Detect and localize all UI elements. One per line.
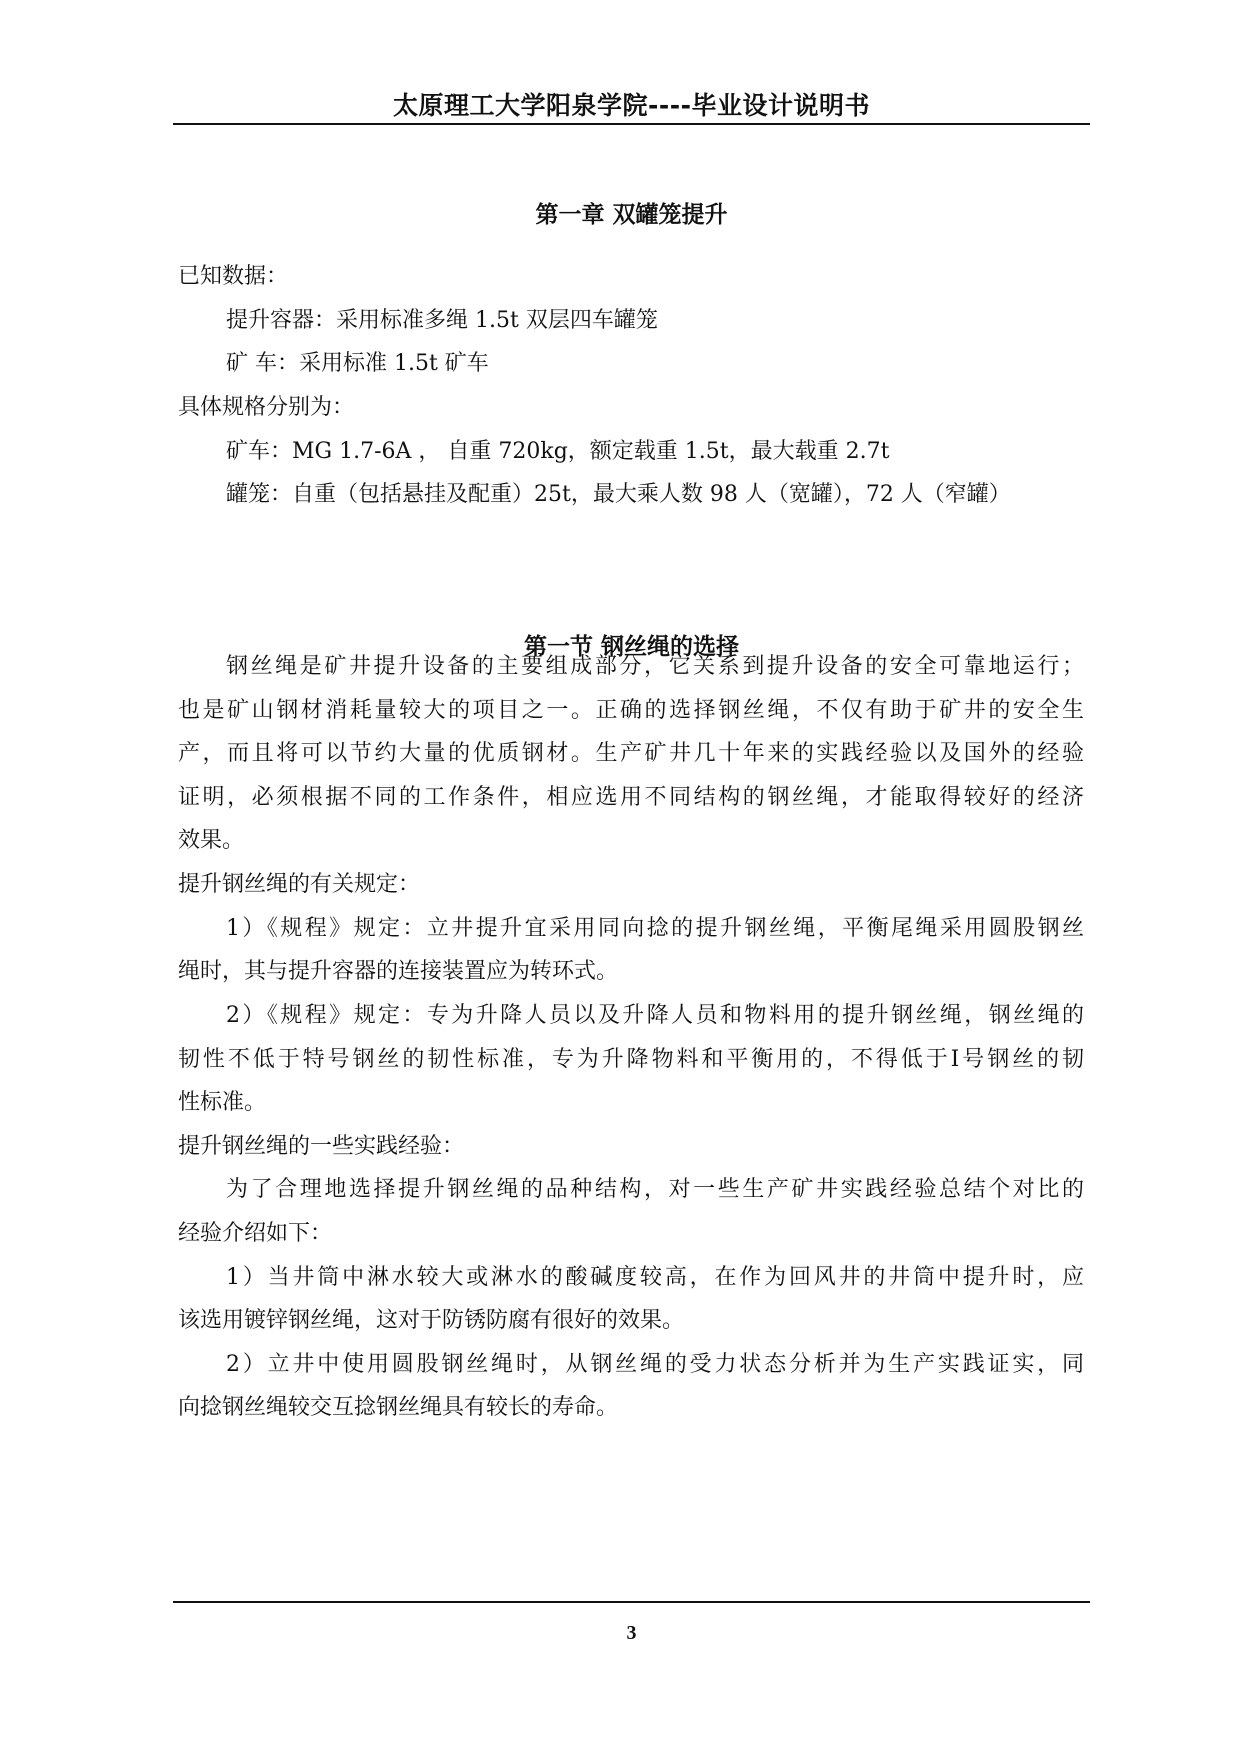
experience-1-line: 该选用镀锌钢丝绳，这对于防锈防腐有很好的效果。 [178, 1308, 685, 1333]
rule-1-line: 绳时，其与提升容器的连接装置应为转环式。 [178, 959, 619, 984]
section-title: 第一节 钢丝绳的选择 [523, 634, 739, 660]
rules-label: 提升钢丝绳的有关规定： [178, 872, 421, 897]
known-data-minecar: 矿 车：采用标准 1.5t 矿车 [226, 351, 489, 376]
paragraph-line: 产，而且将可以节约大量的优质钢材。生产矿井几十年来的实践经验以及国外的经验 [178, 741, 1084, 766]
spec-label: 具体规格分别为： [178, 395, 355, 420]
chapter-title: 第一章 双罐笼提升 [535, 202, 728, 228]
known-data-container: 提升容器：采用标准多绳 1.5t 双层四车罐笼 [226, 308, 658, 333]
spec-minecar: 矿车：MG 1.7-6A ， 自重 720kg，额定载重 1.5t，最大载重 2.7t [226, 439, 890, 464]
experience-intro-line: 为了合理地选择提升钢丝绳的品种结构，对一些生产矿井实践经验总结个对比的 [226, 1177, 1084, 1202]
paragraph-line: 证明，必须根据不同的工作条件，相应选用不同结构的钢丝绳，才能取得较好的经济 [178, 785, 1084, 810]
known-data-label: 已知数据： [178, 264, 289, 289]
spec-cage: 罐笼：自重（包括悬挂及配重）25t，最大乘人数 98 人（宽罐），72 人（窄罐） [226, 482, 1011, 507]
header-rule [173, 123, 1090, 125]
rule-1-line: 1）《规程》规定：立井提升宜采用同向捻的提升钢丝绳，平衡尾绳采用圆股钢丝 [226, 916, 1084, 941]
rule-2-line: 2）《规程》规定：专为升降人员以及升降人员和物料用的提升钢丝绳，钢丝绳的 [226, 1003, 1084, 1028]
experience-2-line: 2）立井中使用圆股钢丝绳时，从钢丝绳的受力状态分析并为生产实践证实，同 [226, 1352, 1084, 1377]
experience-intro-line: 经验介绍如下： [178, 1221, 333, 1246]
experience-label: 提升钢丝绳的一些实践经验： [178, 1134, 465, 1159]
experience-2-line: 向捻钢丝绳较交互捻钢丝绳具有较长的寿命。 [178, 1395, 619, 1420]
page-header-title: 太原理工大学阳泉学院----毕业设计说明书 [392, 91, 870, 120]
paragraph-line: 效果。 [178, 828, 245, 853]
experience-1-line: 1）当井筒中淋水较大或淋水的酸碱度较高，在作为回风井的井筒中提升时，应 [226, 1265, 1084, 1290]
footer-rule [173, 1601, 1090, 1603]
paragraph-line: 钢丝绳是矿井提升设备的主要组成部分，它关系到提升设备的安全可靠地运行； [226, 654, 1084, 679]
page-number: 3 [626, 1622, 637, 1644]
rule-2-line: 韧性不低于特号钢丝的韧性标准，专为升降物料和平衡用的，不得低于Ⅰ号钢丝的韧 [178, 1047, 1084, 1072]
rule-2-line: 性标准。 [178, 1090, 267, 1115]
paragraph-line: 也是矿山钢材消耗量较大的项目之一。正确的选择钢丝绳，不仅有助于矿井的安全生 [178, 698, 1084, 723]
